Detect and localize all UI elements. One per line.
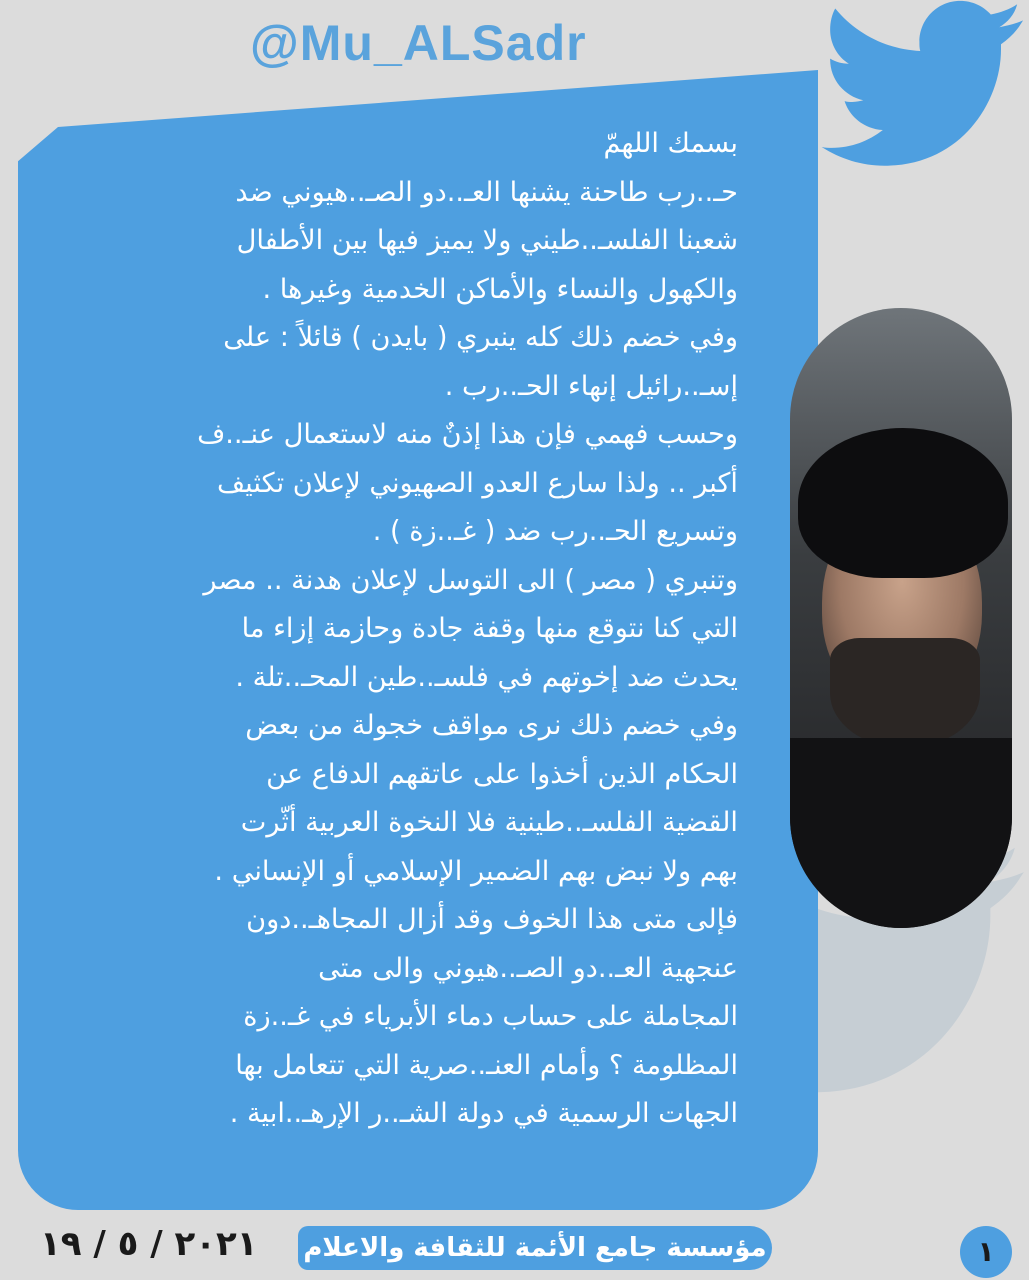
post-date: ٢٠٢١ / ٥ / ١٩ [40, 1224, 258, 1264]
post-line: القضية الفلسـ..طينية فلا النخوة العربية أثّرت [240, 807, 738, 838]
post-body [74, 120, 738, 1180]
post-line: التي كنا نتوقع منها وقفة جادة وحازمة إزاء ما [241, 613, 738, 644]
post-line: وفي خضم ذلك كله ينبري ( بايدن ) قائلاً : على [223, 322, 738, 353]
post-line: وحسب فهمي فإن هذا إذنٌ منه لاستعمال عنـ..ف [197, 419, 738, 450]
post-line: أكبر .. ولذا سارع العدو الصهيوني لإعلان تكثيف [217, 467, 738, 499]
page-number-badge: ١ [960, 1226, 1012, 1278]
post-line: المظلومة ؟ وأمام العنـ..صرية التي تتعامل بها [235, 1049, 738, 1081]
post-line: يحدث ضد إخوتهم في فلسـ..طين المحـ..تلة . [235, 661, 738, 693]
post-line: فإلى متى هذا الخوف وقد أزال المجاهـ..دون [246, 904, 738, 935]
post-line: عنجهية العـ..دو الصـ..هيوني والى متى [318, 952, 738, 984]
post-line: إسـ..رائيل إنهاء الحـ..رب . [444, 370, 738, 402]
post-line: حـ..رب طاحنة يشنها العـ..دو الصـ..هيوني ضد [235, 176, 738, 208]
post-line: وتنبري ( مصر ) الى التوسل لإعلان هدنة .. مصر [203, 564, 738, 596]
post-line: بهم ولا نبض بهم الضمير الإسلامي أو الإنساني . [214, 855, 738, 887]
portrait-beard [830, 638, 980, 748]
portrait-robe [790, 738, 1012, 928]
portrait-turban [798, 428, 1008, 578]
post-line: وتسريع الحـ..رب ضد ( غـ..زة ) . [372, 516, 738, 547]
post-line: شعبنا الفلسـ..طيني ولا يميز فيها بين الأطفال [236, 225, 738, 256]
post-line: وفي خضم ذلك نرى مواقف خجولة من بعض [245, 710, 738, 741]
twitter-bird-icon [820, 0, 1029, 170]
organization-banner: مؤسسة جامع الأئمة للثقافة والاعلام [298, 1226, 772, 1270]
post-line: الجهات الرسمية في دولة الشـ..ر الإرهـ..ابية . [229, 1098, 738, 1129]
post-line: والكهول والنساء والأماكن الخدمية وغيرها . [262, 273, 738, 305]
post-line: الحكام الذين أخذوا على عاتقهم الدفاع عن [266, 758, 738, 790]
twitter-handle: @Mu_ALSadr [250, 15, 587, 71]
post-line: بسمك اللهمّ [603, 128, 738, 159]
post-line: المجاملة على حساب دماء الأبرياء في غـ..زة [243, 1001, 738, 1032]
portrait-photo [790, 308, 1012, 928]
